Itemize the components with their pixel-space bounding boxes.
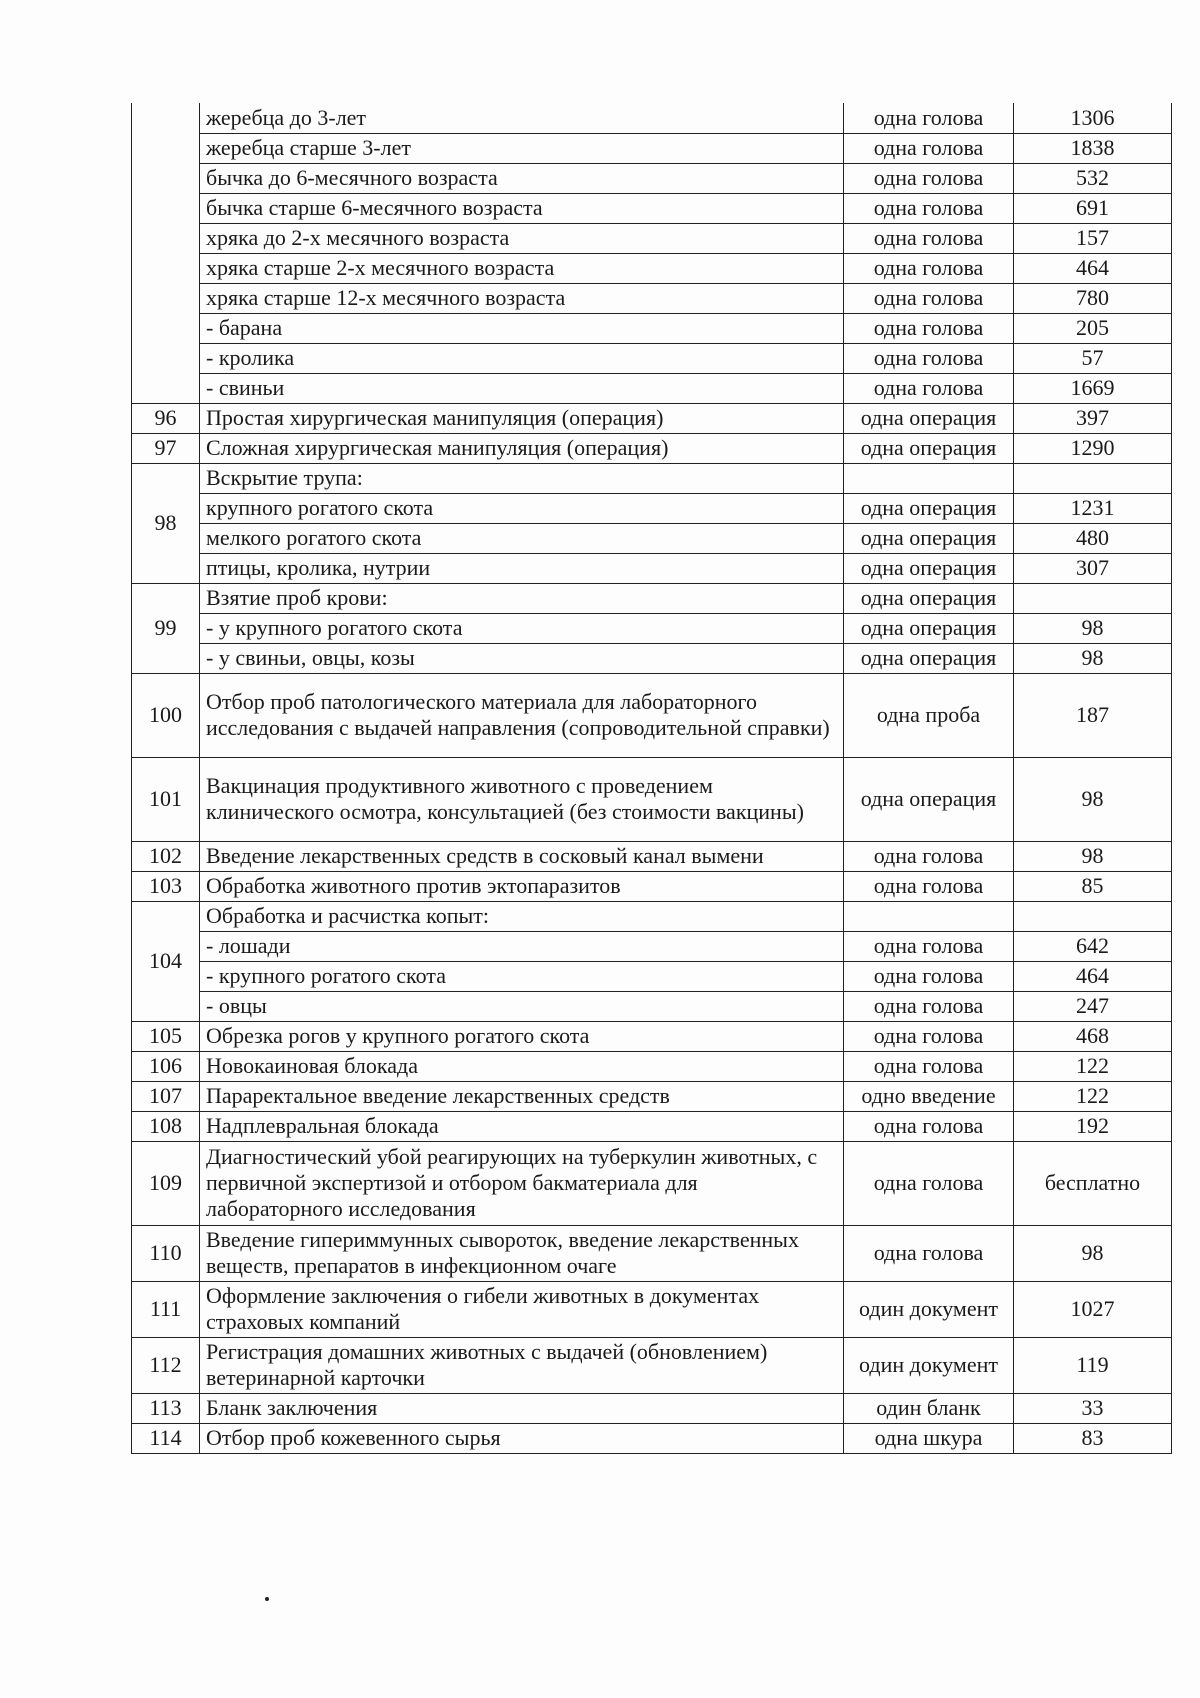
table-row bbox=[132, 313, 1172, 343]
service-name: Введение лекарственных средств в сосковый канал вымени bbox=[200, 841, 844, 871]
table-row bbox=[132, 1141, 1172, 1225]
service-name: Обрезка рогов у крупного рогатого скота bbox=[200, 1021, 844, 1051]
row-number-cell: 100 bbox=[132, 673, 200, 757]
service-name: Отбор проб кожевенного сырья bbox=[200, 1423, 844, 1453]
unit-cell bbox=[844, 901, 1014, 931]
table-row bbox=[132, 463, 1172, 493]
price-table bbox=[131, 103, 1172, 1454]
service-name: Простая хирургическая манипуляция (операция) bbox=[200, 403, 844, 433]
unit-cell: одна операция bbox=[844, 493, 1014, 523]
row-number-cell: 111 bbox=[132, 1281, 200, 1337]
unit-cell: одна голова bbox=[844, 223, 1014, 253]
service-name: бычка до 6-месячного возраста bbox=[200, 163, 844, 193]
row-number-cell: 109 bbox=[132, 1141, 200, 1225]
unit-cell: одна операция bbox=[844, 643, 1014, 673]
unit-cell: одна голова bbox=[844, 931, 1014, 961]
service-name: - барана bbox=[200, 313, 844, 343]
price-cell: 1306 bbox=[1014, 103, 1172, 133]
price-cell: 98 bbox=[1014, 643, 1172, 673]
price-cell bbox=[1014, 901, 1172, 931]
table-row bbox=[132, 1111, 1172, 1141]
unit-cell: одна операция bbox=[844, 583, 1014, 613]
row-number-cell: 103 bbox=[132, 871, 200, 901]
service-name: Оформление заключения о гибели животных в документах страховых компаний bbox=[200, 1281, 844, 1337]
unit-cell: одна голова bbox=[844, 373, 1014, 403]
table-row bbox=[132, 1393, 1172, 1423]
price-cell: 247 bbox=[1014, 991, 1172, 1021]
row-number-cell: 114 bbox=[132, 1423, 200, 1453]
row-number-cell: 99 bbox=[132, 583, 200, 673]
unit-cell: одна голова bbox=[844, 163, 1014, 193]
unit-cell: один бланк bbox=[844, 1393, 1014, 1423]
service-name: мелкого рогатого скота bbox=[200, 523, 844, 553]
stray-dot bbox=[265, 1597, 269, 1601]
unit-cell: одна операция bbox=[844, 433, 1014, 463]
unit-cell: один документ bbox=[844, 1281, 1014, 1337]
row-number-cell bbox=[132, 103, 200, 403]
row-number-cell: 108 bbox=[132, 1111, 200, 1141]
price-cell: 468 bbox=[1014, 1021, 1172, 1051]
price-cell: 307 bbox=[1014, 553, 1172, 583]
unit-cell: одна операция bbox=[844, 553, 1014, 583]
row-number-cell: 113 bbox=[132, 1393, 200, 1423]
row-number-cell: 112 bbox=[132, 1337, 200, 1393]
table-row bbox=[132, 1021, 1172, 1051]
service-name: хряка старше 2-х месячного возраста bbox=[200, 253, 844, 283]
table-row bbox=[132, 871, 1172, 901]
unit-cell: одна голова bbox=[844, 133, 1014, 163]
price-cell: 119 bbox=[1014, 1337, 1172, 1393]
price-cell: 57 bbox=[1014, 343, 1172, 373]
price-cell: 187 bbox=[1014, 673, 1172, 757]
price-cell: 85 bbox=[1014, 871, 1172, 901]
table-row bbox=[132, 373, 1172, 403]
table-row bbox=[132, 253, 1172, 283]
table-row bbox=[132, 757, 1172, 841]
unit-cell: одна голова bbox=[844, 961, 1014, 991]
table-row bbox=[132, 1225, 1172, 1281]
unit-cell: одна голова bbox=[844, 841, 1014, 871]
price-cell: 1027 bbox=[1014, 1281, 1172, 1337]
price-cell: 33 bbox=[1014, 1393, 1172, 1423]
table-row bbox=[132, 673, 1172, 757]
service-name: бычка старше 6-месячного возраста bbox=[200, 193, 844, 223]
service-name: Сложная хирургическая манипуляция (операция) bbox=[200, 433, 844, 463]
row-number-cell: 106 bbox=[132, 1051, 200, 1081]
table-row bbox=[132, 433, 1172, 463]
table-row bbox=[132, 1051, 1172, 1081]
price-cell: 98 bbox=[1014, 757, 1172, 841]
unit-cell: одна операция bbox=[844, 613, 1014, 643]
row-number-cell: 102 bbox=[132, 841, 200, 871]
unit-cell: одна голова bbox=[844, 343, 1014, 373]
table-row bbox=[132, 193, 1172, 223]
table-row bbox=[132, 583, 1172, 613]
service-name: Параректальное введение лекарственных средств bbox=[200, 1081, 844, 1111]
table-row bbox=[132, 1081, 1172, 1111]
unit-cell: одна голова bbox=[844, 1021, 1014, 1051]
price-cell: 1290 bbox=[1014, 433, 1172, 463]
row-number-cell: 107 bbox=[132, 1081, 200, 1111]
table-row bbox=[132, 643, 1172, 673]
row-number-cell: 101 bbox=[132, 757, 200, 841]
unit-cell: одна голова bbox=[844, 283, 1014, 313]
price-cell bbox=[1014, 463, 1172, 493]
service-name: хряка старше 12-х месячного возраста bbox=[200, 283, 844, 313]
unit-cell: одна голова bbox=[844, 871, 1014, 901]
price-cell: 464 bbox=[1014, 961, 1172, 991]
price-cell: 122 bbox=[1014, 1051, 1172, 1081]
price-cell: 642 bbox=[1014, 931, 1172, 961]
price-cell: 1669 bbox=[1014, 373, 1172, 403]
unit-cell: одна голова bbox=[844, 313, 1014, 343]
table-row bbox=[132, 283, 1172, 313]
table-row bbox=[132, 1423, 1172, 1453]
unit-cell: одно введение bbox=[844, 1081, 1014, 1111]
service-name: Регистрация домашних животных с выдачей (обновлением) ветеринарной карточки bbox=[200, 1337, 844, 1393]
service-name: Надплевральная блокада bbox=[200, 1111, 844, 1141]
price-cell: 1838 bbox=[1014, 133, 1172, 163]
table-row bbox=[132, 403, 1172, 433]
price-cell: 83 bbox=[1014, 1423, 1172, 1453]
price-cell: 691 bbox=[1014, 193, 1172, 223]
price-cell: 205 bbox=[1014, 313, 1172, 343]
row-number-cell: 104 bbox=[132, 901, 200, 1021]
table-row bbox=[132, 163, 1172, 193]
row-number-cell: 97 bbox=[132, 433, 200, 463]
service-name: - лошади bbox=[200, 931, 844, 961]
service-name: - кролика bbox=[200, 343, 844, 373]
unit-cell: один документ bbox=[844, 1337, 1014, 1393]
service-name: Вакцинация продуктивного животного с проведением клинического осмотра, консультацией (без стоимости вакцины) bbox=[200, 757, 844, 841]
service-name: - у свиньи, овцы, козы bbox=[200, 643, 844, 673]
service-name: Обработка и расчистка копыт: bbox=[200, 901, 844, 931]
service-name: птицы, кролика, нутрии bbox=[200, 553, 844, 583]
unit-cell: одна голова bbox=[844, 253, 1014, 283]
table-row bbox=[132, 613, 1172, 643]
service-name: Отбор проб патологического материала для лабораторного исследования с выдачей направления (сопроводительной справки) bbox=[200, 673, 844, 757]
price-cell: 480 bbox=[1014, 523, 1172, 553]
price-cell: 192 bbox=[1014, 1111, 1172, 1141]
service-name: - крупного рогатого скота bbox=[200, 961, 844, 991]
table-row bbox=[132, 103, 1172, 133]
service-name: жеребца старше 3-лет bbox=[200, 133, 844, 163]
service-name: крупного рогатого скота bbox=[200, 493, 844, 523]
row-number-cell: 96 bbox=[132, 403, 200, 433]
unit-cell: одна проба bbox=[844, 673, 1014, 757]
unit-cell bbox=[844, 463, 1014, 493]
service-name: Диагностический убой реагирующих на туберкулин животных, с первичной экспертизой и отбором бакматериала для лабораторного исследования bbox=[200, 1141, 844, 1225]
unit-cell: одна операция bbox=[844, 403, 1014, 433]
service-name: Введение гипериммунных сывороток, введение лекарственных веществ, препаратов в инфекционном очаге bbox=[200, 1225, 844, 1281]
table-row bbox=[132, 1337, 1172, 1393]
service-name: Обработка животного против эктопаразитов bbox=[200, 871, 844, 901]
unit-cell: одна операция bbox=[844, 523, 1014, 553]
table-row bbox=[132, 1281, 1172, 1337]
table-row bbox=[132, 343, 1172, 373]
service-name: - свиньи bbox=[200, 373, 844, 403]
price-cell: 397 bbox=[1014, 403, 1172, 433]
price-cell: бесплатно bbox=[1014, 1141, 1172, 1225]
unit-cell: одна шкура bbox=[844, 1423, 1014, 1453]
service-name: Новокаиновая блокада bbox=[200, 1051, 844, 1081]
row-number-cell: 105 bbox=[132, 1021, 200, 1051]
unit-cell: одна голова bbox=[844, 1111, 1014, 1141]
unit-cell: одна операция bbox=[844, 757, 1014, 841]
table-row bbox=[132, 223, 1172, 253]
unit-cell: одна голова bbox=[844, 1225, 1014, 1281]
row-number-cell: 98 bbox=[132, 463, 200, 583]
table-row bbox=[132, 493, 1172, 523]
table-row bbox=[132, 991, 1172, 1021]
table-row bbox=[132, 931, 1172, 961]
price-cell: 98 bbox=[1014, 613, 1172, 643]
table-row bbox=[132, 841, 1172, 871]
price-cell bbox=[1014, 583, 1172, 613]
price-cell: 122 bbox=[1014, 1081, 1172, 1111]
table-row bbox=[132, 553, 1172, 583]
service-name: Взятие проб крови: bbox=[200, 583, 844, 613]
unit-cell: одна голова bbox=[844, 991, 1014, 1021]
price-cell: 98 bbox=[1014, 841, 1172, 871]
price-cell: 464 bbox=[1014, 253, 1172, 283]
service-name: - овцы bbox=[200, 991, 844, 1021]
unit-cell: одна голова bbox=[844, 1141, 1014, 1225]
unit-cell: одна голова bbox=[844, 193, 1014, 223]
table-row bbox=[132, 133, 1172, 163]
price-cell: 157 bbox=[1014, 223, 1172, 253]
unit-cell: одна голова bbox=[844, 103, 1014, 133]
service-name: Вскрытие трупа: bbox=[200, 463, 844, 493]
unit-cell: одна голова bbox=[844, 1051, 1014, 1081]
service-name: жеребца до 3-лет bbox=[200, 103, 844, 133]
table-row bbox=[132, 523, 1172, 553]
price-cell: 780 bbox=[1014, 283, 1172, 313]
table-row bbox=[132, 961, 1172, 991]
price-cell: 98 bbox=[1014, 1225, 1172, 1281]
service-name: - у крупного рогатого скота bbox=[200, 613, 844, 643]
row-number-cell: 110 bbox=[132, 1225, 200, 1281]
service-name: хряка до 2-х месячного возраста bbox=[200, 223, 844, 253]
table-row bbox=[132, 901, 1172, 931]
service-name: Бланк заключения bbox=[200, 1393, 844, 1423]
price-cell: 532 bbox=[1014, 163, 1172, 193]
price-cell: 1231 bbox=[1014, 493, 1172, 523]
